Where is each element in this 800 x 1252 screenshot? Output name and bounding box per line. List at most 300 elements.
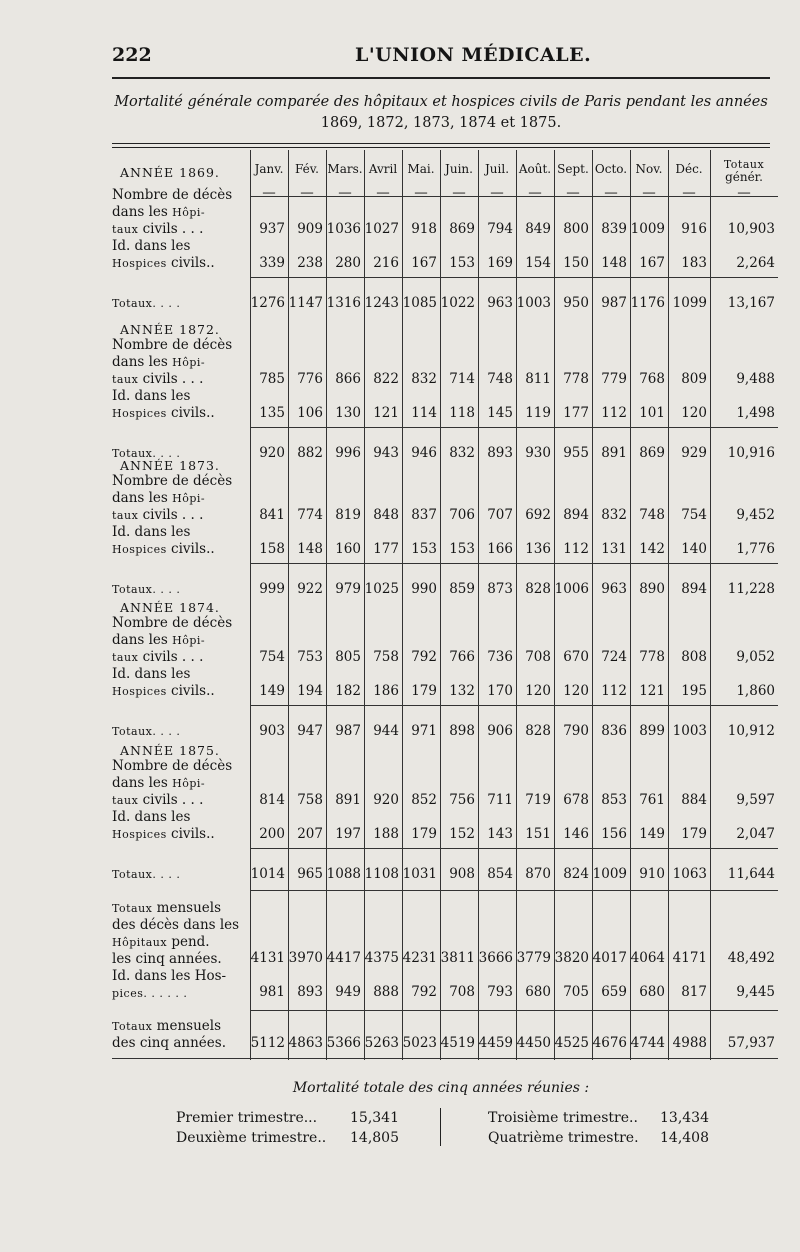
hospices-cell: 186 <box>373 683 399 699</box>
hospices-cell: 149 <box>259 683 285 699</box>
hospices-total-cell: 2,047 <box>736 826 775 842</box>
grand-rule <box>250 1010 778 1011</box>
subtotal-rule <box>250 705 778 706</box>
hospices-cell: 153 <box>449 255 475 271</box>
hopitaux-cell: 711 <box>487 792 513 808</box>
table-title <box>112 92 770 134</box>
deaths-label-1-l3-part0: taux <box>112 373 139 386</box>
dash-0: — <box>262 185 276 201</box>
totals-cell: 1085 <box>402 295 437 311</box>
hospices-cell: 151 <box>525 826 551 842</box>
deaths-label-1-l3-part1: civils . . . <box>138 371 204 387</box>
hospices-label-4-l2 <box>112 826 215 843</box>
monthly-hospices-label-l2-part0: pices. . . . . . <box>112 987 188 1000</box>
totals-cell: 903 <box>259 723 285 739</box>
totals-cell: 987 <box>335 723 361 739</box>
totals-cell: 854 <box>487 866 513 882</box>
hospices-cell: 154 <box>525 255 551 271</box>
totals-cell: 1088 <box>326 866 361 882</box>
hopitaux-cell: 766 <box>449 649 475 665</box>
hopitaux-cell: 761 <box>639 792 665 808</box>
hopitaux-cell: 819 <box>335 507 361 523</box>
deaths-label-2-l1-part0: Nombre de décès <box>112 473 233 489</box>
hospices-cell: 140 <box>681 541 707 557</box>
hospices-cell: 182 <box>335 683 361 699</box>
year-label-3: ANNÉE 1874. <box>120 600 220 615</box>
hospices-cell: 207 <box>297 826 323 842</box>
column-rule <box>668 150 669 1060</box>
totals-cell: 869 <box>639 445 665 461</box>
hopitaux-cell: 670 <box>563 649 589 665</box>
totals-cell: 1014 <box>250 866 285 882</box>
hospices-cell: 101 <box>639 405 665 421</box>
subtotal-rule <box>250 563 778 564</box>
hopitaux-cell: 848 <box>373 507 399 523</box>
monthly-hopitaux-cell: 3811 <box>440 950 475 966</box>
deaths-label-1-l1 <box>112 337 232 354</box>
monthly-hospices-cell: 680 <box>639 984 665 1000</box>
hospices-cell: 132 <box>449 683 475 699</box>
hospices-cell: 183 <box>681 255 707 271</box>
column-header-8: Sept. <box>557 162 589 176</box>
hospices-total-cell: 1,498 <box>736 405 775 421</box>
hospices-cell: 106 <box>297 405 323 421</box>
totals-cell: 828 <box>525 581 551 597</box>
column-rule <box>326 150 327 1060</box>
hopitaux-total-cell: 10,903 <box>727 221 775 237</box>
deaths-label-4-l1-part0: Nombre de décès <box>112 758 233 774</box>
deaths-label-3-l2-part1: Hôpi- <box>172 634 206 647</box>
year-label-2: ANNÉE 1873. <box>120 458 220 473</box>
grand-cell: 5112 <box>250 1035 285 1051</box>
totals-label-0 <box>112 295 180 312</box>
grand-cell: 4450 <box>516 1035 551 1051</box>
totals-cell: 832 <box>449 445 475 461</box>
deaths-label-2-l3-part0: taux <box>112 509 139 522</box>
grand-label-l1-part1: mensuels <box>152 1018 222 1034</box>
column-rule <box>478 150 479 1060</box>
hopitaux-cell: 918 <box>411 221 437 237</box>
totals-total-cell: 13,167 <box>727 295 775 311</box>
table-bottom-rule <box>112 1058 778 1059</box>
totals-label-4-part0: Totaux. . . . <box>112 868 181 881</box>
column-header-6: Juil. <box>484 162 510 176</box>
totals-cell: 1003 <box>672 723 707 739</box>
totals-cell: 908 <box>449 866 475 882</box>
dash-5: — <box>452 185 466 201</box>
deaths-label-0-l3-part1: civils . . . <box>138 221 204 237</box>
hopitaux-cell: 852 <box>411 792 437 808</box>
totals-cell: 910 <box>639 866 665 882</box>
dash-3: — <box>376 185 390 201</box>
hospices-cell: 194 <box>297 683 323 699</box>
hopitaux-cell: 754 <box>259 649 285 665</box>
monthly-hospices-cell: 705 <box>563 984 589 1000</box>
hopitaux-cell: 707 <box>487 507 513 523</box>
monthly-hopitaux-label-l1-part0: Totaux <box>112 902 153 915</box>
hopitaux-cell: 909 <box>297 221 323 237</box>
totals-cell: 898 <box>449 723 475 739</box>
monthly-hospices-cell: 949 <box>335 984 361 1000</box>
monthly-hopitaux-label-l3-part0: Hôpitaux <box>112 936 168 949</box>
totals-label-3 <box>112 723 180 740</box>
hospices-cell: 216 <box>373 255 399 271</box>
summary-q3-value: 13,434 <box>660 1110 709 1126</box>
deaths-label-4-l2 <box>112 775 205 792</box>
dash-7: — <box>528 185 542 201</box>
hospices-label-0-l2-part0: Hospices <box>112 257 167 270</box>
deaths-label-3-l2-part0: dans les <box>112 632 173 648</box>
hospices-cell: 146 <box>563 826 589 842</box>
hospices-total-cell: 2,264 <box>736 255 775 271</box>
subtotal-rule <box>250 427 778 428</box>
hospices-label-3-l2-part1: civils.. <box>166 683 215 699</box>
totals-cell: 891 <box>601 445 627 461</box>
column-rule <box>554 150 555 1060</box>
deaths-label-0-l2-part0: dans les <box>112 204 173 220</box>
hopitaux-cell: 800 <box>563 221 589 237</box>
hopitaux-cell: 1009 <box>630 221 665 237</box>
dash-2: — <box>338 185 352 201</box>
hospices-cell: 170 <box>487 683 513 699</box>
monthly-hopitaux-cell: 4417 <box>326 950 361 966</box>
hopitaux-cell: 920 <box>373 792 399 808</box>
grand-total-cell: 57,937 <box>727 1035 775 1051</box>
totals-cell: 906 <box>487 723 513 739</box>
hospices-cell: 148 <box>297 541 323 557</box>
totals-cell: 1147 <box>288 295 323 311</box>
hopitaux-cell: 748 <box>639 507 665 523</box>
hopitaux-cell: 894 <box>563 507 589 523</box>
totals-cell: 1063 <box>672 866 707 882</box>
hopitaux-cell: 758 <box>373 649 399 665</box>
column-rule <box>364 150 365 1060</box>
hospices-label-2-l1 <box>112 524 190 541</box>
totals-total-cell: 11,228 <box>727 581 775 597</box>
totals-cell: 996 <box>335 445 361 461</box>
deaths-label-2-l1 <box>112 473 232 490</box>
hospices-label-0-l1 <box>112 238 190 255</box>
hopitaux-cell: 692 <box>525 507 551 523</box>
hopitaux-total-cell: 9,597 <box>736 792 775 808</box>
hospices-cell: 280 <box>335 255 361 271</box>
hospices-cell: 120 <box>681 405 707 421</box>
hospices-label-2-l2-part0: Hospices <box>112 543 167 556</box>
hospices-label-3-l1 <box>112 666 190 683</box>
hospices-cell: 160 <box>335 541 361 557</box>
grand-label-l1 <box>112 1018 221 1035</box>
hospices-total-cell: 1,776 <box>736 541 775 557</box>
totals-label-2-part0: Totaux. . . . <box>112 583 181 596</box>
column-header-1: Fév. <box>295 162 319 176</box>
hospices-cell: 112 <box>563 541 589 557</box>
totals-label-1-part0: Totaux. . . . <box>112 447 181 460</box>
hospices-cell: 148 <box>601 255 627 271</box>
hopitaux-cell: 792 <box>411 649 437 665</box>
totals-cell: 1031 <box>402 866 437 882</box>
hospices-cell: 339 <box>259 255 285 271</box>
deaths-label-1-l3 <box>112 371 203 388</box>
grand-cell: 5366 <box>326 1035 361 1051</box>
column-header-0: Janv. <box>254 162 284 176</box>
hospices-cell: 118 <box>449 405 475 421</box>
deaths-label-4-l2-part1: Hôpi- <box>172 777 206 790</box>
hopitaux-cell: 678 <box>563 792 589 808</box>
column-header-2: Mars. <box>327 162 363 176</box>
hospices-label-1-l2-part0: Hospices <box>112 407 167 420</box>
column-header-9: Octo. <box>594 162 628 176</box>
hospices-cell: 136 <box>525 541 551 557</box>
summary-divider <box>440 1108 441 1146</box>
deaths-label-4-l3 <box>112 792 203 809</box>
hospices-label-3-l1-part0: Id. dans les <box>112 666 191 682</box>
monthly-hopitaux-cell: 4171 <box>672 950 707 966</box>
hopitaux-cell: 822 <box>373 371 399 387</box>
hopitaux-cell: 778 <box>639 649 665 665</box>
hospices-cell: 200 <box>259 826 285 842</box>
summary-q4-label: Quatrième trimestre. <box>488 1130 639 1146</box>
totals-cell: 1009 <box>592 866 627 882</box>
monthly-hopitaux-cell: 4017 <box>592 950 627 966</box>
hospices-cell: 167 <box>411 255 437 271</box>
totals-total-cell: 11,644 <box>727 866 775 882</box>
deaths-label-4-l1 <box>112 758 232 775</box>
totals-cell: 828 <box>525 723 551 739</box>
journal-title: L'UNION MÉDICALE. <box>355 44 592 66</box>
monthly-hopitaux-total-cell: 48,492 <box>727 950 775 966</box>
hopitaux-cell: 814 <box>259 792 285 808</box>
hospices-cell: 150 <box>563 255 589 271</box>
dash-1: — <box>300 185 314 201</box>
table-title-line2: 1869, 1872, 1873, 1874 et 1875. <box>320 115 562 131</box>
hospices-cell: 195 <box>681 683 707 699</box>
hospices-label-2-l1-part0: Id. dans les <box>112 524 191 540</box>
monthly-hospices-total-cell: 9,445 <box>736 984 775 1000</box>
page-number: 222 <box>112 44 152 66</box>
monthly-hospices-cell: 981 <box>259 984 285 1000</box>
monthly-hospices-label-l1-part0: Id. dans les Hos- <box>112 968 227 984</box>
totals-cell: 922 <box>297 581 323 597</box>
totals-cell: 1276 <box>250 295 285 311</box>
summary-q1-label: Premier trimestre... <box>176 1110 318 1126</box>
totals-label-4 <box>112 866 180 883</box>
hospices-label-1-l2-part1: civils.. <box>166 405 215 421</box>
grand-cell: 4988 <box>672 1035 707 1051</box>
summary-q2-label: Deuxième trimestre.. <box>176 1130 327 1146</box>
subtotal-rule <box>250 277 778 278</box>
hospices-label-4-l1-part0: Id. dans les <box>112 809 191 825</box>
hospices-cell: 112 <box>601 683 627 699</box>
totals-cell: 963 <box>487 295 513 311</box>
monthly-hospices-cell: 893 <box>297 984 323 1000</box>
hospices-cell: 166 <box>487 541 513 557</box>
deaths-label-4-l2-part0: dans les <box>112 775 173 791</box>
grand-label-l1-part0: Totaux <box>112 1020 153 1033</box>
deaths-label-0-l3 <box>112 221 203 238</box>
hospices-cell: 153 <box>411 541 437 557</box>
deaths-label-0-l3-part0: taux <box>112 223 139 236</box>
total-header-line1: Totaux <box>723 158 765 171</box>
page-header <box>0 44 800 70</box>
hospices-cell: 169 <box>487 255 513 271</box>
column-header-10: Nov. <box>635 162 663 176</box>
column-header-3: Avril <box>368 162 398 176</box>
hospices-cell: 167 <box>639 255 665 271</box>
column-header-4: Mai. <box>407 162 435 176</box>
hospices-label-0-l1-part0: Id. dans les <box>112 238 191 254</box>
totals-cell: 987 <box>601 295 627 311</box>
column-rule <box>288 150 289 1060</box>
monthly-hopitaux-cell: 4131 <box>250 950 285 966</box>
monthly-hopitaux-label-l2-part0: des décès dans les <box>112 917 240 933</box>
dash-9: — <box>604 185 618 201</box>
hospices-cell: 130 <box>335 405 361 421</box>
hopitaux-cell: 839 <box>601 221 627 237</box>
column-rule <box>710 150 711 1060</box>
hospices-cell: 177 <box>373 541 399 557</box>
deaths-label-4-l3-part1: civils . . . <box>138 792 204 808</box>
grand-cell: 4863 <box>288 1035 323 1051</box>
totals-cell: 965 <box>297 866 323 882</box>
deaths-label-2-l3 <box>112 507 203 524</box>
totals-cell: 979 <box>335 581 361 597</box>
totals-cell: 990 <box>411 581 437 597</box>
hospices-cell: 142 <box>639 541 665 557</box>
hospices-cell: 143 <box>487 826 513 842</box>
dash-6: — <box>490 185 504 201</box>
summary-q1-value: 15,341 <box>350 1110 399 1126</box>
hospices-cell: 135 <box>259 405 285 421</box>
monthly-hospices-cell: 817 <box>681 984 707 1000</box>
hospices-cell: 188 <box>373 826 399 842</box>
totals-cell: 1176 <box>630 295 665 311</box>
hospices-cell: 145 <box>487 405 513 421</box>
monthly-hospices-cell: 680 <box>525 984 551 1000</box>
totals-cell: 963 <box>601 581 627 597</box>
table-title-line1: Mortalité générale comparée des hôpitaux et hospices civils de Paris pendant les années <box>114 94 768 110</box>
monthly-hopitaux-label-l2 <box>112 917 239 934</box>
totals-cell: 929 <box>681 445 707 461</box>
totals-cell: 1316 <box>326 295 361 311</box>
monthly-hospices-cell: 708 <box>449 984 475 1000</box>
monthly-hopitaux-label-l1 <box>112 900 221 917</box>
monthly-hopitaux-label-l4-part0: les cinq années. <box>112 951 222 967</box>
monthly-hopitaux-label-l3-part1: pend. <box>167 934 210 950</box>
totals-cell: 894 <box>681 581 707 597</box>
hospices-cell: 179 <box>681 826 707 842</box>
dash-10: — <box>642 185 656 201</box>
summary-q3-label: Troisième trimestre.. <box>488 1110 638 1126</box>
totals-cell: 893 <box>487 445 513 461</box>
totals-label-0-part0: Totaux. . . . <box>112 297 181 310</box>
hospices-label-1-l2 <box>112 405 215 422</box>
grand-cell: 4676 <box>592 1035 627 1051</box>
hospices-cell: 120 <box>563 683 589 699</box>
totals-cell: 950 <box>563 295 589 311</box>
hopitaux-cell: 837 <box>411 507 437 523</box>
hopitaux-cell: 794 <box>487 221 513 237</box>
hospices-cell: 177 <box>563 405 589 421</box>
hopitaux-cell: 853 <box>601 792 627 808</box>
hopitaux-total-cell: 9,452 <box>736 507 775 523</box>
dash-8: — <box>566 185 580 201</box>
totals-cell: 882 <box>297 445 323 461</box>
deaths-label-1-l1-part0: Nombre de décès <box>112 337 233 353</box>
hospices-cell: 149 <box>639 826 665 842</box>
totals-cell: 999 <box>259 581 285 597</box>
hospices-label-4-l2-part1: civils.. <box>166 826 215 842</box>
hospices-label-1-l1-part0: Id. dans les <box>112 388 191 404</box>
hospices-cell: 156 <box>601 826 627 842</box>
hopitaux-cell: 753 <box>297 649 323 665</box>
hopitaux-cell: 756 <box>449 792 475 808</box>
hopitaux-cell: 714 <box>449 371 475 387</box>
hopitaux-cell: 916 <box>681 221 707 237</box>
deaths-label-0-l2 <box>112 204 205 221</box>
grand-cell: 5263 <box>364 1035 399 1051</box>
monthly-hopitaux-label-l3 <box>112 934 210 951</box>
hopitaux-cell: 736 <box>487 649 513 665</box>
deaths-label-4-l3-part0: taux <box>112 794 139 807</box>
totals-cell: 1022 <box>440 295 475 311</box>
hopitaux-cell: 805 <box>335 649 361 665</box>
hospices-cell: 158 <box>259 541 285 557</box>
hospices-cell: 121 <box>373 405 399 421</box>
hospices-label-2-l2-part1: civils.. <box>166 541 215 557</box>
hopitaux-cell: 724 <box>601 649 627 665</box>
total-header-line2: génér. <box>725 170 763 184</box>
hospices-label-3-l2-part0: Hospices <box>112 685 167 698</box>
hopitaux-cell: 808 <box>681 649 707 665</box>
totals-cell: 1003 <box>516 295 551 311</box>
hospices-cell: 179 <box>411 826 437 842</box>
totals-cell: 836 <box>601 723 627 739</box>
hopitaux-cell: 866 <box>335 371 361 387</box>
column-header-11: Déc. <box>675 162 703 176</box>
hopitaux-cell: 706 <box>449 507 475 523</box>
hopitaux-cell: 776 <box>297 371 323 387</box>
table-top-rule-inner <box>112 147 770 148</box>
hopitaux-cell: 849 <box>525 221 551 237</box>
year-label-1: ANNÉE 1872. <box>120 322 220 337</box>
deaths-label-0-l1-part0: Nombre de décès <box>112 187 233 203</box>
deaths-label-3-l3 <box>112 649 203 666</box>
monthly-hopitaux-cell: 4231 <box>402 950 437 966</box>
column-rule <box>250 150 251 1060</box>
hopitaux-total-cell: 9,052 <box>736 649 775 665</box>
column-header-5: Juin. <box>445 162 473 176</box>
hospices-cell: 131 <box>601 541 627 557</box>
grand-label-l2-part0: des cinq années. <box>112 1035 226 1051</box>
deaths-label-3-l1-part0: Nombre de décès <box>112 615 233 631</box>
hopitaux-cell: 811 <box>525 371 551 387</box>
hopitaux-cell: 1027 <box>364 221 399 237</box>
deaths-label-2-l2 <box>112 490 205 507</box>
dash-4: — <box>414 185 428 201</box>
deaths-label-0-l2-part1: Hôpi- <box>172 206 206 219</box>
monthly-hospices-cell: 888 <box>373 984 399 1000</box>
grand-cell: 5023 <box>402 1035 437 1051</box>
totals-cell: 930 <box>525 445 551 461</box>
monthly-hopitaux-label-l1-part1: mensuels <box>152 900 222 916</box>
totals-cell: 947 <box>297 723 323 739</box>
totals-cell: 1025 <box>364 581 399 597</box>
hospices-cell: 119 <box>525 405 551 421</box>
deaths-label-0-l1 <box>112 187 232 204</box>
subtotal-rule <box>250 848 778 849</box>
hopitaux-cell: 884 <box>681 792 707 808</box>
totals-label-2 <box>112 581 180 598</box>
